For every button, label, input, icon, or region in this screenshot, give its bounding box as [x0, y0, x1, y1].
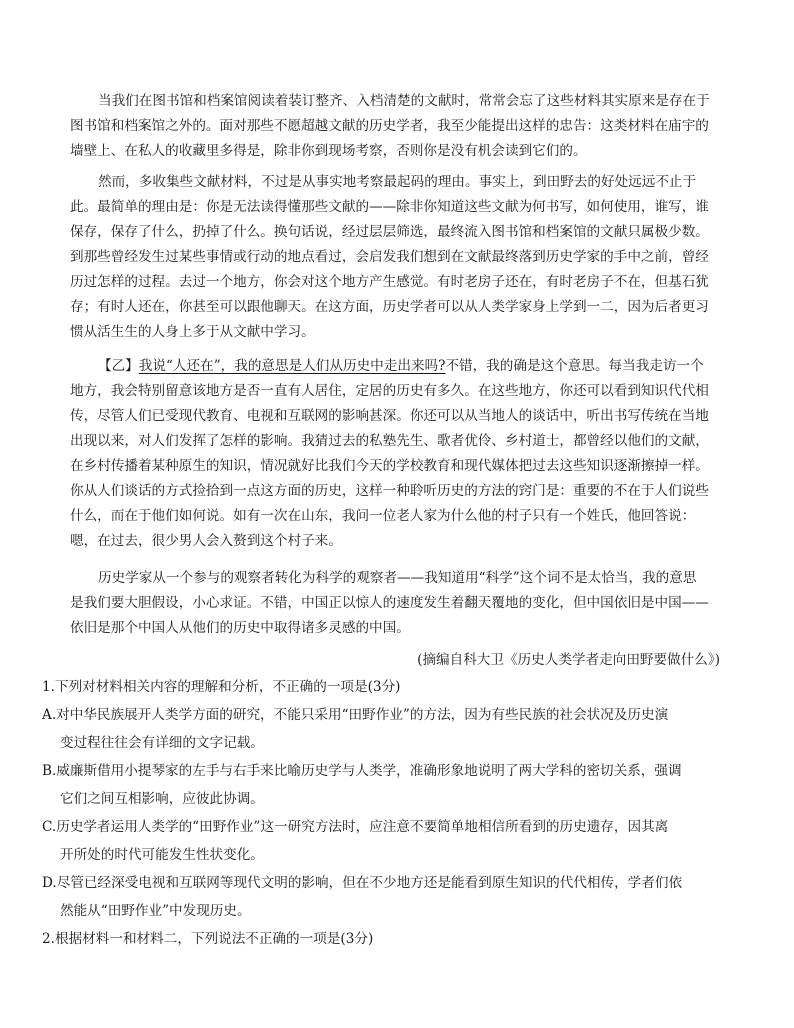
option-b	[42, 757, 722, 813]
option-line: D.尽管已经深受电视和互联网等现代文明的影响，但在不少地方还是能看到原生知识的代代相传，学者们依	[42, 875, 683, 891]
passage-paragraph-4	[70, 566, 722, 641]
text-line: 当我们在图书馆和档案馆阅读着装订整齐、入档清楚的文献时，常常会忘了这些材料其实原来是存在于	[98, 93, 710, 109]
question-1	[42, 673, 722, 953]
text-line: 然而，多收集些文献材料，不过是从事实地考察最起码的理由。事实上，到田野去的好处远远不止于	[98, 174, 697, 190]
text-line: 嗯，在过去，很少男人会入赘到这个村子来。	[70, 533, 342, 549]
option-line: B.威廉斯借用小提琴家的左手与右手来比喻历史学与人类学，准确形象地说明了两大学科的密切关系，强调	[42, 763, 682, 779]
text-line: 图书馆和档案馆之外的。面对那些不愿超越文献的历史学者，我至少能提出这样的忠告：这类材料在庙宇的	[70, 118, 709, 134]
text-line: 地方，我会特别留意该地方是否一直有人居住，定居的历史有多久。在这些地方，你还可以看到知识代代相	[70, 383, 709, 399]
option-d	[42, 869, 722, 925]
question-2-stem: 2.根据材料一和材料二，下列说法不正确的一项是(3分)	[42, 931, 374, 947]
question-stem: 1.下列对材料相关内容的理解和分析，不正确的一项是(3分)	[42, 679, 401, 695]
option-line: 它们之间互相影响，应彼此协调。	[60, 791, 264, 807]
text-line: 传，尽管人们已受现代教育、电视和互联网的影响甚深。你还可以从当地人的谈话中，听出书写传统在当地	[70, 408, 709, 424]
text-line: 历史学家从一个参与的观察者转化为科学的观察者——我知道用“科学”这个词不是太恰当，我的意思	[98, 570, 697, 586]
text-line: 在乡村传播着某种原生的知识，情况就好比我们今天的学校教育和现代媒体把过去这些知识逐渐擦掉一样。	[70, 458, 709, 474]
passage-paragraph-1	[70, 89, 722, 164]
text-line: 依旧是那个中国人从他们的历史中取得诸多灵感的中国。	[70, 620, 410, 636]
underlined-sentence: 我说“人还在”，我的意思是人们从历史中走出来吗?	[138, 358, 446, 374]
option-c	[42, 813, 722, 869]
text-line: 是我们要大胆假设，小心求证。不错，中国正以惊人的速度发生着翻天覆地的变化，但中国依旧是中国——	[70, 595, 709, 611]
text-line: 此。最简单的理由是：你是无法读得懂那些文献的——除非你知道这些文献为何书写，如何使用，谁写，谁	[70, 199, 709, 215]
option-line: 变过程往往会有详细的文字记载。	[60, 735, 264, 751]
text-line	[70, 354, 722, 379]
text-line: 存；有时人还在，你甚至可以跟他聊天。在这方面，历史学者可以从人类学家身上学到一二，因为后者更习	[70, 299, 709, 315]
option-line: C.历史学者运用人类学的“田野作业”这一研究方法时，应注意不要简单地相信所看到的历史遗存，因其离	[42, 819, 669, 835]
citation-text: (摘编自科大卫《历史人类学者走向田野要做什么》)	[417, 652, 720, 668]
passage-paragraph-2	[70, 170, 722, 345]
text-line: 你从人们谈话的方式捡拾到一点这方面的历史，这样一种聆听历史的方法的窍门是：重要的不在于人们说些	[70, 483, 709, 499]
text-span: 不错，我的确是这个意思。每当我走访一个	[445, 358, 704, 374]
option-line: A.对中华民族展开人类学方面的研究，不能只采用“田野作业”的方法，因为有些民族的社会状况及历史演	[42, 707, 669, 723]
option-line: 开所处的时代可能发生性状变化。	[60, 847, 264, 863]
text-line: 保存，保存了什么，扔掉了什么。换句话说，经过层层筛选，最终流入图书馆和档案馆的文献只属极少数。	[70, 224, 709, 240]
passage-paragraph-3	[70, 354, 722, 554]
text-line: 出现以来，对人们发挥了怎样的影响。我猜过去的私塾先生、歌者优伶、乡村道士，都曾经以他们的文献，	[70, 433, 709, 449]
text-line: 惯从活生生的人身上多于从文献中学习。	[70, 324, 315, 340]
option-a	[42, 701, 722, 757]
option-line: 然能从“田野作业”中发现历史。	[60, 903, 251, 919]
text-line: 到那些曾经发生过某些事情或行动的地点看过，会启发我们想到在文献最终落到历史学家的手中之前，曾经	[70, 249, 709, 265]
text-line: 墙壁上、在私人的收藏里多得是，除非你到现场考察，否则你是没有机会读到它们的。	[70, 143, 587, 159]
text-line: 历过怎样的过程。去过一个地方，你会对这个地方产生感觉。有时老房子还在，有时老房子不在，但基石犹	[70, 274, 709, 290]
section-marker: 【乙】	[98, 358, 139, 374]
source-citation	[70, 648, 722, 673]
text-line: 什么，而在于他们如何说。如有一次在山东，我问一位老人家为什么他的村子只有一个姓氏，他回答说：	[70, 508, 696, 524]
